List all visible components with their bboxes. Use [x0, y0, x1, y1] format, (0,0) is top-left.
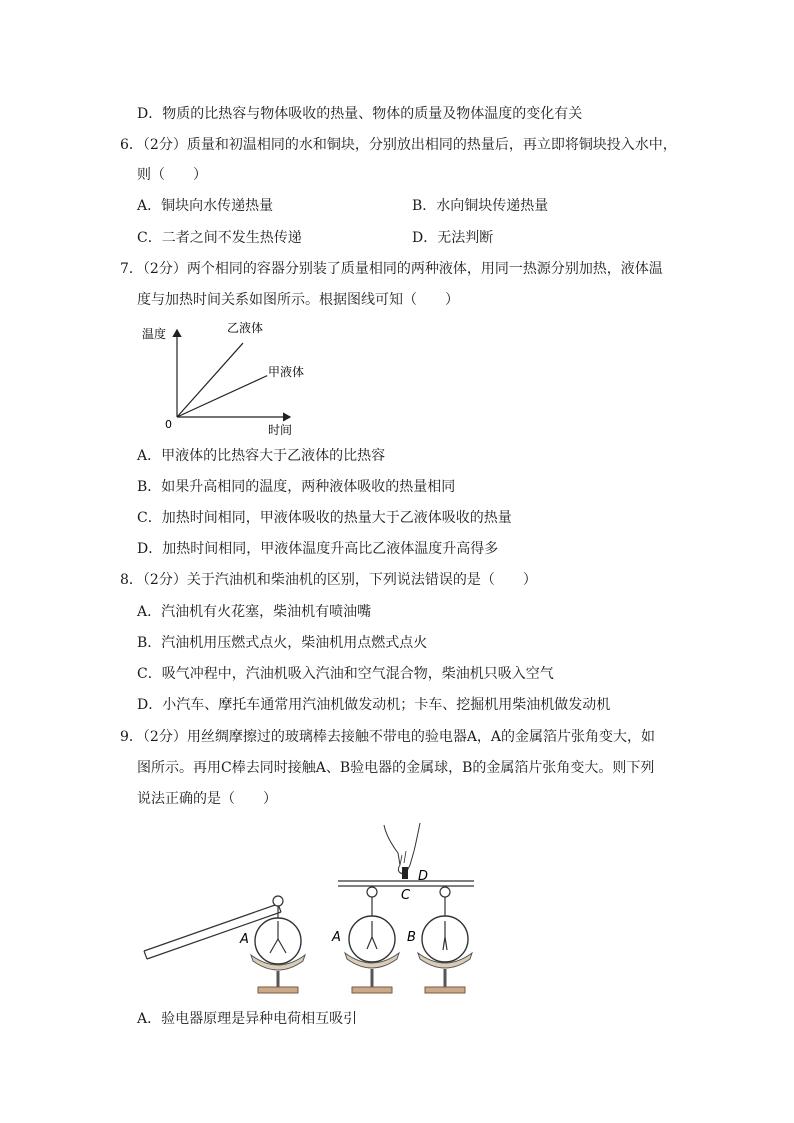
q7-option-a: A．甲液体的比热容大于乙液体的比热容 [137, 448, 386, 464]
q6-stem-line2: 则（ ） [137, 167, 207, 183]
q6-option-d: D．无法判断 [412, 230, 494, 246]
q7-temperature-time-chart [138, 318, 305, 438]
label-c: C [401, 888, 411, 903]
series-label-jia: 甲液体 [268, 365, 305, 379]
q6-option-b: B．水向铜块传递热量 [412, 198, 549, 214]
electroscope-b [418, 887, 472, 993]
q8-stem: 8．（2分）关于汽油机和柴油机的区别，下列说法错误的是（ ） [120, 572, 537, 588]
series-line-0 [177, 343, 243, 417]
rod-c [338, 881, 474, 886]
q7-stem-line2: 度与加热时间关系如图所示。根据图线可知（ ） [137, 292, 459, 308]
q9-stem-line3: 说法正确的是（ ） [137, 791, 277, 807]
q9-electroscope-figure [138, 815, 488, 1000]
q9-option-a: A．验电器原理是异种电荷相互吸引 [137, 1011, 358, 1027]
origin-label: 0 [165, 418, 172, 431]
q7-option-d: D．加热时间相同，甲液体温度升高比乙液体温度升高得多 [137, 541, 499, 557]
q5-option-d: D．物质的比热容与物体吸收的热量、物体的质量及物体温度的变化有关 [137, 106, 583, 122]
q8-option-a: A．汽油机有火花塞，柴油机有喷油嘴 [137, 604, 372, 620]
q7-option-b: B．如果升高相同的温度，两种液体吸收的热量相同 [137, 479, 456, 495]
q7-option-c: C．加热时间相同，甲液体吸收的热量大于乙液体吸收的热量 [137, 510, 512, 526]
q9-stem-line2: 图所示。再用C棒去同时接触A、B验电器的金属球，B的金属箔片张角变大。则下列 [137, 760, 655, 776]
q6-option-a: A．铜块向水传递热量 [137, 198, 274, 214]
series-line-1 [177, 376, 267, 417]
label-a-left: A [240, 932, 249, 947]
label-b: B [407, 930, 416, 945]
label-a-right: A [332, 930, 341, 945]
x-axis-label: 时间 [268, 423, 293, 437]
q8-option-b: B．汽油机用压燃式点火，柴油机用点燃式点火 [137, 635, 428, 651]
hand-holding-rod [384, 823, 420, 879]
q7-stem-line1: 7．（2分）两个相同的容器分别装了质量相同的两种液体，用同一热源分别加热，液体温 [120, 261, 663, 277]
label-d: D [418, 869, 429, 884]
y-axis-label: 温度 [142, 327, 167, 341]
series-label-yi: 乙液体 [227, 321, 264, 335]
electroscope-a-right [345, 887, 399, 993]
q6-option-c: C．二者之间不发生热传递 [137, 230, 302, 246]
q9-stem-line1: 9．（2分）用丝绸摩擦过的玻璃棒去接触不带电的验电器A，A的金属箔片张角变大，如 [120, 729, 656, 745]
q8-option-d: D．小汽车、摩托车通常用汽油机做发动机；卡车、挖掘机用柴油机做发动机 [137, 697, 611, 713]
q8-option-c: C．吸气冲程中，汽油机吸入汽油和空气混合物，柴油机只吸入空气 [137, 666, 554, 682]
q6-stem-line1: 6．（2分）质量和初温相同的水和铜块，分别放出相同的热量后，再立即将铜块投入水中， [120, 137, 677, 153]
